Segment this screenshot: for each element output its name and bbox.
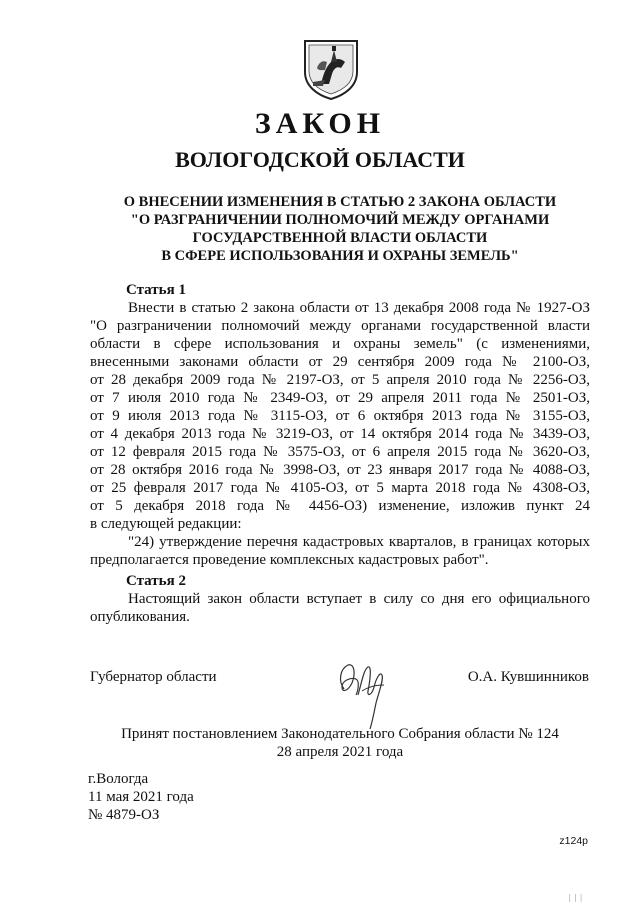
body-line: области в сфере использования и охраны земель" (с изменениями,	[90, 336, 590, 352]
document-code: z124p	[559, 835, 588, 847]
adoption-date: 28 апреля 2021 года	[276, 744, 404, 760]
body-line: Настоящий закон области вступает в силу со дня его официального	[128, 591, 590, 607]
body-line: в следующей редакции:	[90, 516, 242, 532]
body-line: внесенными законами области от 29 сентября 2009 года № 2100-ОЗ,	[90, 354, 590, 370]
quote-line: предполагается проведение комплексных кадастровых работ".	[90, 552, 489, 568]
coat-of-arms-icon	[301, 38, 361, 100]
body-line: от 28 октября 2016 года № 3998-ОЗ, от 23 января 2017 года № 4088-ОЗ,	[90, 462, 590, 478]
footer-date: 11 мая 2021 года	[88, 789, 194, 805]
body-line: "О разграничении полномочий между органами государственной власти	[90, 318, 590, 334]
subtitle-line: ГОСУДАРСТВЕННОЙ ВЛАСТИ ОБЛАСТИ	[192, 230, 488, 246]
body-line: Внести в статью 2 закона области от 13 декабря 2008 года № 1927-ОЗ	[128, 300, 590, 316]
body-line: от 25 февраля 2017 года № 4105-ОЗ, от 5 марта 2018 года № 4308-ОЗ,	[90, 480, 590, 496]
subtitle-line: В СФЕРЕ ИСПОЛЬЗОВАНИЯ И ОХРАНЫ ЗЕМЕЛЬ"	[161, 248, 519, 264]
subtitle-line: О ВНЕСЕНИИ ИЗМЕНЕНИЯ В СТАТЬЮ 2 ЗАКОНА ОБЛАСТИ	[123, 194, 557, 210]
adoption-line: Принят постановлением Законодательного Собрания области № 124	[121, 726, 559, 742]
document-region: ВОЛОГОДСКОЙ ОБЛАСТИ	[175, 147, 465, 172]
body-line: от 9 июля 2013 года № 3115-ОЗ, от 6 октября 2013 года № 3155-ОЗ,	[90, 408, 590, 424]
body-line: от 12 февраля 2015 года № 3575-ОЗ, от 6 апреля 2015 года № 3620-ОЗ,	[90, 444, 590, 460]
body-line: от 4 декабря 2013 года № 3219-ОЗ, от 14 октября 2014 года № 3439-ОЗ,	[90, 426, 590, 442]
body-line: от 28 декабря 2009 года № 2197-ОЗ, от 5 апреля 2010 года № 2256-ОЗ,	[90, 372, 590, 388]
footer-details	[88, 770, 194, 824]
body-line: от 7 июля 2010 года № 2349-ОЗ, от 29 апреля 2011 года № 2501-ОЗ,	[90, 390, 590, 406]
footer-number: № 4879-ОЗ	[88, 807, 160, 823]
body-line: опубликования.	[90, 609, 190, 625]
subtitle-line: "О РАЗГРАНИЧЕНИИ ПОЛНОМОЧИЙ МЕЖДУ ОРГАНАМИ	[130, 212, 550, 228]
footer-city: г.Вологда	[88, 771, 149, 787]
quote-line: "24) утверждение перечня кадастровых кварталов, в границах которых	[128, 534, 590, 550]
article-2-heading: Статья 2	[126, 573, 186, 589]
article-2-body	[90, 590, 590, 626]
article-1-heading: Статья 1	[126, 282, 186, 298]
body-line: от 5 декабря 2018 года № 4456-ОЗ) изменение, изложив пункт 24	[90, 498, 590, 514]
scan-marks: | | |	[569, 893, 583, 902]
adoption-note	[0, 725, 640, 761]
governor-label: Губернатор области	[90, 669, 217, 685]
article-1-body	[90, 299, 590, 569]
handwritten-signature	[334, 651, 392, 731]
document-subtitle	[90, 193, 590, 265]
document-title: ЗАКОН	[254, 107, 386, 140]
governor-name: О.А. Кувшинников	[467, 669, 589, 685]
